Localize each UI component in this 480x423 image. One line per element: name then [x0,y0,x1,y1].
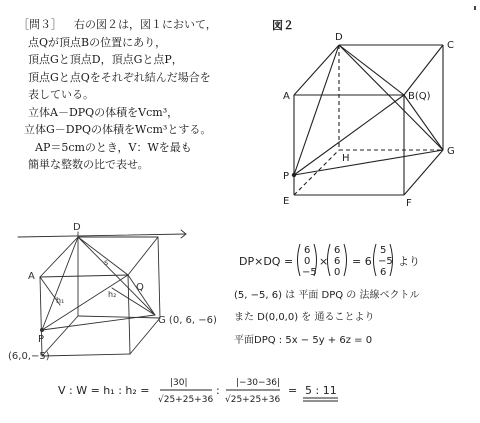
label-C: C [447,40,454,51]
label-BQ: B(Q) [408,91,431,102]
sketch-P-coord: (6,0,−5) [8,351,50,362]
sketch-label-A: A [28,271,35,282]
label-H: H [342,153,350,164]
ratio-colon: : [216,384,220,397]
plane-equation-line: 平面DPQ : 5x − 5y + 6z = 0 [234,335,373,346]
eq-six: = 6 [352,255,372,268]
normal-vector-line: (5, −5, 6) は 平面 DPQ の 法線ベクトル [234,290,420,301]
sketch-label-s: s [104,258,109,267]
vec2-paren-right [344,244,347,276]
vec1-2: −5 [302,267,317,278]
problem-line-4: 頂点Gと点Qをそれぞれ結んだ場合を [28,70,211,84]
label-E: E [283,196,290,207]
frac1-numerator: |30| [170,378,188,388]
vec3-0: 5 [380,245,387,256]
problem-line-9: 簡単な整数の比で表せ。 [28,158,149,171]
frac2-numerator: |−30−36| [236,378,281,388]
vec1-0: 6 [304,245,311,256]
problem-line-7: 立体G－DPQの体積をWcm³とする。 [24,123,212,136]
yori-text: より [398,255,420,268]
label-P: P [283,171,290,182]
sketch-label-Q: Q [136,282,144,293]
vec3-paren-left [374,244,377,276]
frac2-denominator: √25+25+36 [225,395,281,405]
sketch-label-h1: h₁ [56,296,65,305]
cross-times: × [319,255,329,268]
vec2-paren-left [328,244,331,276]
label-D: D [335,32,343,43]
problem-number: ［問３］ [18,18,62,31]
vec2-2: 0 [334,267,341,278]
figure-title: 図２ [272,19,294,32]
problem-line-1: ［問３］ 右の図２は，図１において， [18,16,258,34]
ratio-equals: = [288,384,298,397]
vec2-1: 6 [334,256,341,267]
vec3-2: 6 [380,267,387,278]
problem-line-6: 立体A－DPQの体積をVcm³， [28,105,179,119]
vec1-paren-left [298,244,301,276]
label-A: A [283,91,290,102]
label-F: F [406,198,412,209]
ratio-lhs: V : W = h₁ : h₂ = [58,384,150,397]
label-G: G [447,146,455,157]
answer: 5 : 11 [305,384,337,397]
problem-line-2: 点Qが頂点Bの位置にあり， [28,35,167,49]
frac1-denominator: √25+25+36 [158,395,214,405]
vec3-1: −5 [378,256,393,267]
vec1-1: 0 [304,256,311,267]
through-origin-line: また D(0,0,0) を 通ることより [234,312,375,323]
cross-product-lhs: DP×DQ = [239,255,294,268]
sketch-label-h2: h₂ [108,290,117,299]
problem-line-8: AP＝5cmのとき，V：Wを最も [35,140,192,154]
problem-line-5: 表している。 [28,88,94,101]
vec2-0: 6 [334,245,341,256]
sketch-label-D: D [73,222,81,233]
problem-line-3: 頂点Gと頂点D，頂点Gと点P， [28,53,183,66]
sketch-G-coord: G (0, 6, −6) [158,315,217,326]
sketch-label-P: P [38,334,45,345]
